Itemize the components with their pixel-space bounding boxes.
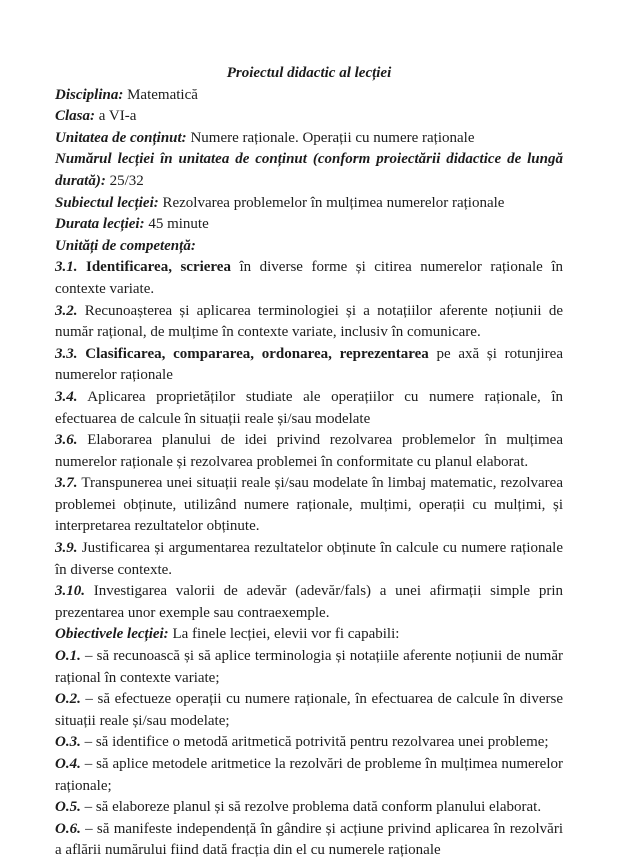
paragraph-bold-text: Identificarea, scrierea xyxy=(77,259,231,276)
paragraph-text: 25/32 xyxy=(105,172,144,189)
paragraph-numarul-lectiei xyxy=(55,149,563,192)
paragraph-text: a VI-a xyxy=(95,108,137,125)
paragraph-clasa xyxy=(55,106,563,128)
paragraph-label: 3.4. xyxy=(55,388,78,405)
paragraph-durata-lectiei xyxy=(55,214,563,236)
paragraph-text: – să recunoască și să aplice terminologia și notațiile aferente noțiunii de număr rațional în contexte variate; xyxy=(55,648,563,686)
paragraph-label: Clasa: xyxy=(55,108,96,125)
paragraph-label: 3.9. xyxy=(55,540,78,557)
paragraph-obiectiv-o-6 xyxy=(55,819,563,862)
paragraph-competenta-3-2 xyxy=(55,301,563,344)
paragraph-obiectiv-o-1 xyxy=(55,646,563,689)
paragraph-text: Rezolvarea problemelor în mulțimea numerelor raționale xyxy=(158,194,505,211)
paragraph-label: O.5. xyxy=(55,799,81,816)
paragraph-text: Aplicarea proprietăților studiate ale operațiilor cu numere raționale, în efectuarea de calcule în situații reale și/sau modelate xyxy=(55,388,563,427)
paragraph-label: 3.7. xyxy=(55,475,78,492)
paragraph-disciplina xyxy=(55,85,563,107)
paragraph-text: – să aplice metodele aritmetice la rezolvări de probleme în mulțimea numerelor raționale; xyxy=(55,756,563,794)
paragraph-label: 3.3. xyxy=(55,345,78,362)
paragraph-text: – să efectueze operații cu numere raționale, în efectuarea de calcule în diverse situații reale și/sau modelate; xyxy=(55,691,563,729)
paragraph-label: Obiectivele lecției: xyxy=(55,626,169,643)
paragraph-competenta-3-10 xyxy=(55,581,563,624)
paragraph-text: Matematică xyxy=(123,86,198,103)
paragraph-label: 3.1. xyxy=(55,259,78,276)
paragraph-text: Elaborarea planului de idei privind rezolvarea problemelor în mulțimea numerelor raționale și rezolvarea problemei în conformitate cu planul elaborat. xyxy=(55,432,563,470)
paragraph-competenta-3-6 xyxy=(55,430,563,473)
paragraph-label: 3.6. xyxy=(55,432,78,449)
paragraph-label: Disciplina: xyxy=(55,86,124,103)
paragraph-label: 3.10. xyxy=(55,583,85,600)
paragraph-bold-text: Clasificarea, compararea, ordonarea, reprezentarea xyxy=(77,345,429,362)
paragraph-text: Justificarea și argumentarea rezultatelor obținute în calcule cu numere raționale în diverse contexte. xyxy=(55,540,563,578)
paragraph-label: O.6. xyxy=(55,820,81,837)
paragraph-obiectiv-o-4 xyxy=(55,754,563,797)
document-title: Proiectul didactic al lecției xyxy=(226,65,392,81)
paragraph-competenta-3-1 xyxy=(55,257,563,300)
paragraph-competenta-3-7 xyxy=(55,473,563,538)
paragraph-obiectiv-o-5 xyxy=(55,797,563,819)
paragraph-obiectiv-o-3 xyxy=(55,732,563,754)
paragraph-label: O.1. xyxy=(55,648,81,665)
paragraph-label: Unități de competență: xyxy=(55,237,196,254)
paragraph-unitati-de-competenta xyxy=(55,236,563,258)
paragraph-unitatea-de-continut xyxy=(55,128,563,150)
paragraph-text: Numere raționale. Operații cu numere raționale xyxy=(186,129,475,146)
paragraph-label: O.4. xyxy=(55,756,81,772)
paragraph-text: – să manifeste independență în gândire și acțiune privind aplicarea în rezolvări a aflării numărului fiind dată fracția din el cu numerele raționale xyxy=(55,820,563,859)
paragraph-label: Subiectul lecției: xyxy=(55,194,159,211)
paragraph-label: Durata lecției: xyxy=(55,216,145,233)
paragraph-obiectivele-lectiei xyxy=(55,624,563,646)
paragraph-text: Investigarea valorii de adevăr (adevăr/fals) a unei afirmații simple prin prezentarea unor exemple sau contraexemple. xyxy=(55,583,563,621)
paragraph-competenta-3-9 xyxy=(55,538,563,581)
paragraph-label: Unitatea de conținut: xyxy=(55,129,187,146)
paragraph-text: – să elaboreze planul și să rezolve problema dată conform planului elaborat. xyxy=(80,799,542,816)
paragraph-text: Recunoașterea și aplicarea terminologiei și a notațiilor aferente noțiunii de număr rațional, de mulțime în contexte variate, inclusiv în comunicare. xyxy=(55,302,563,341)
paragraph-text: în diverse forme și citirea numerelor raționale în contexte variate. xyxy=(55,259,563,297)
paragraph-text: 45 minute xyxy=(144,216,209,233)
paragraph-label: O.2. xyxy=(55,691,81,708)
paragraph-text: pe axă și rotunjirea numerelor raționale xyxy=(55,345,563,384)
paragraph-subiectul-lectiei xyxy=(55,193,563,215)
paragraph-text: – să identifice o metodă aritmetică potrivită pentru rezolvarea unei probleme; xyxy=(80,734,549,751)
paragraph-competenta-3-3 xyxy=(55,344,563,387)
paragraph-label: Numărul lecției în unitatea de conținut (conform proiectării didactice de lungă durată): xyxy=(55,151,563,189)
paragraph-label: 3.2. xyxy=(55,302,78,319)
paragraph-text: Transpunerea unei situații reale și/sau modelate în limbaj matematic, rezolvarea problemei obținute, utilizând numere raționale, mulțimi, operații cu mulțimi, și interpretarea rezultatelor obținute. xyxy=(55,475,563,535)
paragraph-competenta-3-4 xyxy=(55,387,563,430)
paragraph-obiectiv-o-2 xyxy=(55,689,563,732)
paragraph-label: O.3. xyxy=(55,734,81,751)
paragraph-text: La finele lecției, elevii vor fi capabili: xyxy=(168,626,400,643)
